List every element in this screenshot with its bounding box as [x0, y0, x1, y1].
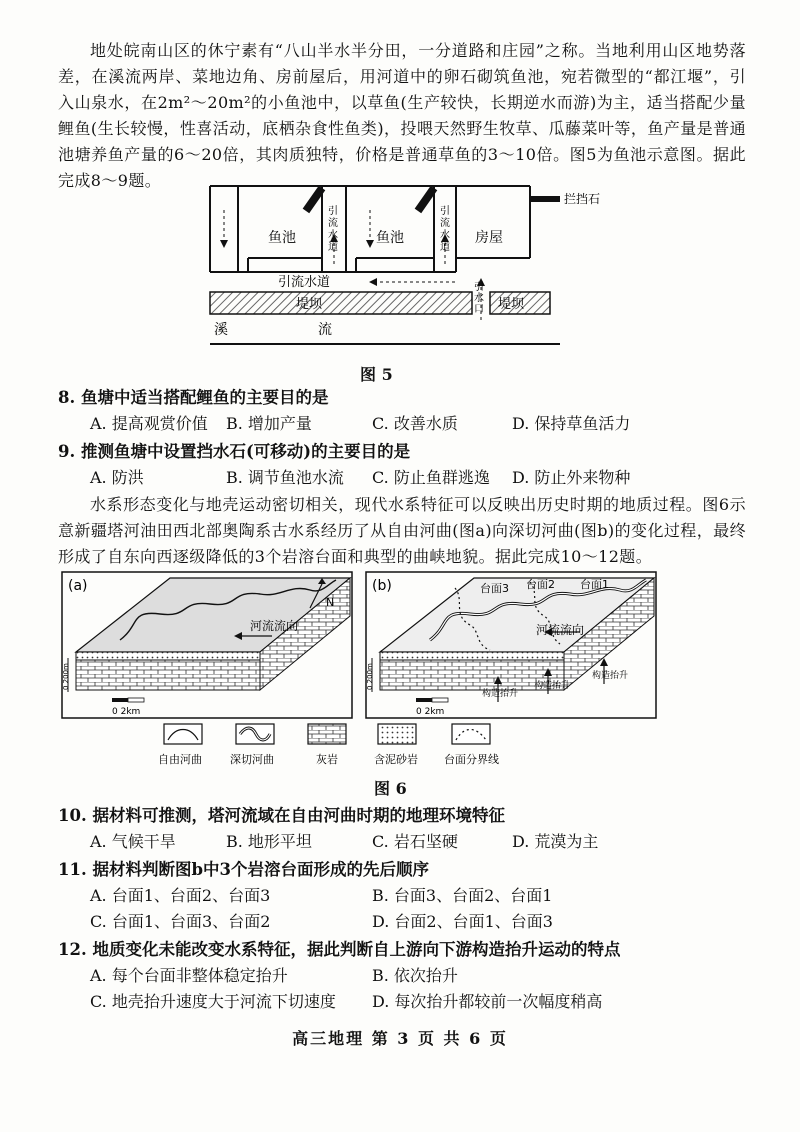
terrace-2-label: 台面2 [526, 578, 555, 591]
pond-2-label: 鱼池 [376, 230, 404, 246]
pond-1-label: 鱼池 [268, 230, 296, 246]
question-9-option-c[interactable]: C. 防止鱼群逃逸 [372, 468, 490, 487]
panel-a-vertical-scale: 0 200m [62, 663, 70, 690]
question-9-option-d[interactable]: D. 防止外来物种 [512, 468, 631, 487]
figure-6-river-meander-diagram [60, 570, 660, 770]
channel-label-v2-1: 引 [440, 206, 450, 217]
dam-label-2: 堤坝 [498, 297, 525, 312]
legend-limestone: 灰岩 [316, 753, 338, 766]
question-9-stem: 9. 推测鱼塘中设置挡水石(可移动)的主要目的是 [58, 442, 411, 461]
intro-paragraph-2: 水系形态变化与地壳运动密切相关，现代水系特征可以反映出历史时期的地质过程。图6示意新疆塔河油田西北部奥陶系古水系经历了从自由河曲(图a)向深切河曲(图b)的变化过程，最终形成了自东向西逐级降低的3个岩溶台面和典型的曲峡地貌。据此完成10～12题。 [58, 495, 746, 566]
question-9-option-a[interactable]: A. 防洪 [90, 468, 144, 487]
panel-a-north-label: N [326, 596, 335, 609]
panel-b-vertical-scale: 0 200m [366, 663, 374, 690]
question-10-option-c[interactable]: C. 岩石坚硬 [372, 832, 458, 851]
panel-a-flow-label: 河流流向 [250, 619, 299, 633]
inlet-label-1: 引 [474, 282, 484, 293]
panel-b-label: (b) [372, 578, 392, 594]
question-12-option-d[interactable]: D. 每次抬升都较前一次幅度稍高 [372, 992, 603, 1011]
question-12-option-b[interactable]: B. 依次抬升 [372, 966, 458, 985]
legend-muddy-sandstone: 含泥砂岩 [374, 753, 418, 766]
question-10-option-b[interactable]: B. 地形平坦 [226, 832, 312, 851]
channel-label-v2-2: 流 [440, 218, 450, 229]
question-12-option-a[interactable]: A. 每个台面非整体稳定抬升 [90, 966, 288, 985]
question-11-option-a[interactable]: A. 台面1、台面2、台面3 [90, 886, 271, 905]
panel-a-block [62, 572, 352, 718]
question-10-option-a[interactable]: A. 气候干旱 [90, 832, 176, 851]
question-8-stem: 8. 鱼塘中适当搭配鲤鱼的主要目的是 [58, 388, 329, 407]
legend-incised-meander: 深切河曲 [230, 753, 274, 766]
terrace-1-label: 台面1 [580, 578, 609, 591]
channel-label-v2-3: 水 [440, 230, 450, 241]
question-10-stem: 10. 据材料可推测，塔河流域在自由河曲时期的地理环境特征 [58, 806, 505, 825]
stream-label-1: 溪 [214, 322, 228, 338]
intro-paragraph-1: 地处皖南山区的休宁素有“八山半水半分田，一分道路和庄园”之称。当地利用山区地势落差，在溪流两岸、菜地边角、房前屋后，用河道中的卵石砌筑鱼池，宛若微型的“都江堰”，引入山泉水，在2m²～20m²的小鱼池中，以草鱼(生产较快，长期逆水而游)为主，适当搭配少量鲤鱼(生长较慢，性喜活动，底栖杂食性鱼类)，投喂天然野生牧草、瓜藤菜叶等，鱼产量是普通池塘养鱼产量的6～20倍，其肉质独特，价格是普通草鱼的3～10倍。图5为鱼池示意图。据此完成8～9题。 [58, 41, 746, 190]
uplift-label-a: 构造抬升 [482, 689, 519, 699]
question-8-option-a[interactable]: A. 提高观赏价值 [90, 414, 208, 433]
figure-5-fish-pond-diagram [200, 180, 620, 350]
channel-horizontal-label: 引流水道 [278, 275, 331, 290]
page-footer: 高三地理 第 3 页 共 6 页 [292, 1029, 508, 1048]
dam-label-1: 堤坝 [296, 297, 323, 312]
figure-6-legend [164, 724, 490, 744]
panel-a-horizontal-scale: 0 2km [112, 707, 141, 717]
question-8-option-c[interactable]: C. 改善水质 [372, 414, 458, 433]
uplift-label-c: 构造抬升 [592, 671, 629, 681]
question-11-option-c[interactable]: C. 台面1、台面3、台面2 [90, 912, 271, 931]
question-8-option-d[interactable]: D. 保持草鱼活力 [512, 414, 631, 433]
question-11-option-b[interactable]: B. 台面3、台面2、台面1 [372, 886, 553, 905]
terrace-3-label: 台面3 [480, 582, 509, 595]
question-12-stem: 12. 地质变化未能改变水系特征，据此判断自上游向下游构造抬升运动的特点 [58, 940, 621, 959]
legend-terrace-boundary: 台面分界线 [444, 753, 499, 766]
channel-label-v2-4: 道 [440, 242, 450, 253]
blocking-stone-legend-icon [530, 196, 560, 202]
channel-label-v1-4: 道 [328, 242, 338, 253]
uplift-label-b: 构造抬升 [534, 681, 571, 691]
question-12-option-c[interactable]: C. 地壳抬升速度大于河流下切速度 [90, 992, 336, 1011]
panel-a-label: (a) [68, 578, 88, 594]
figure-5-caption: 图 5 [360, 365, 393, 384]
inlet-label-2: 水 [474, 293, 484, 304]
legend-free-meander: 自由河曲 [158, 753, 202, 766]
question-9-option-b[interactable]: B. 调节鱼池水流 [226, 468, 344, 487]
panel-b-horizontal-scale: 0 2km [416, 707, 445, 717]
panel-b-flow-label: 河流流向 [536, 623, 585, 637]
channel-label-v1-1: 引 [328, 206, 338, 217]
figure-6-caption: 图 6 [374, 779, 407, 798]
question-11-option-d[interactable]: D. 台面2、台面1、台面3 [372, 912, 553, 931]
blocking-stone-legend-label: 拦挡石 [564, 192, 601, 206]
channel-label-v1-2: 流 [328, 218, 338, 229]
stream-label-2: 流 [318, 322, 332, 338]
question-11-stem: 11. 据材料判断图b中3个岩溶台面形成的先后顺序 [58, 860, 429, 879]
house-label: 房屋 [475, 230, 503, 246]
inlet-label-3: 口 [474, 304, 484, 315]
question-10-option-d[interactable]: D. 荒漠为主 [512, 832, 599, 851]
channel-label-v1-3: 水 [328, 230, 338, 241]
question-8-option-b[interactable]: B. 增加产量 [226, 414, 312, 433]
